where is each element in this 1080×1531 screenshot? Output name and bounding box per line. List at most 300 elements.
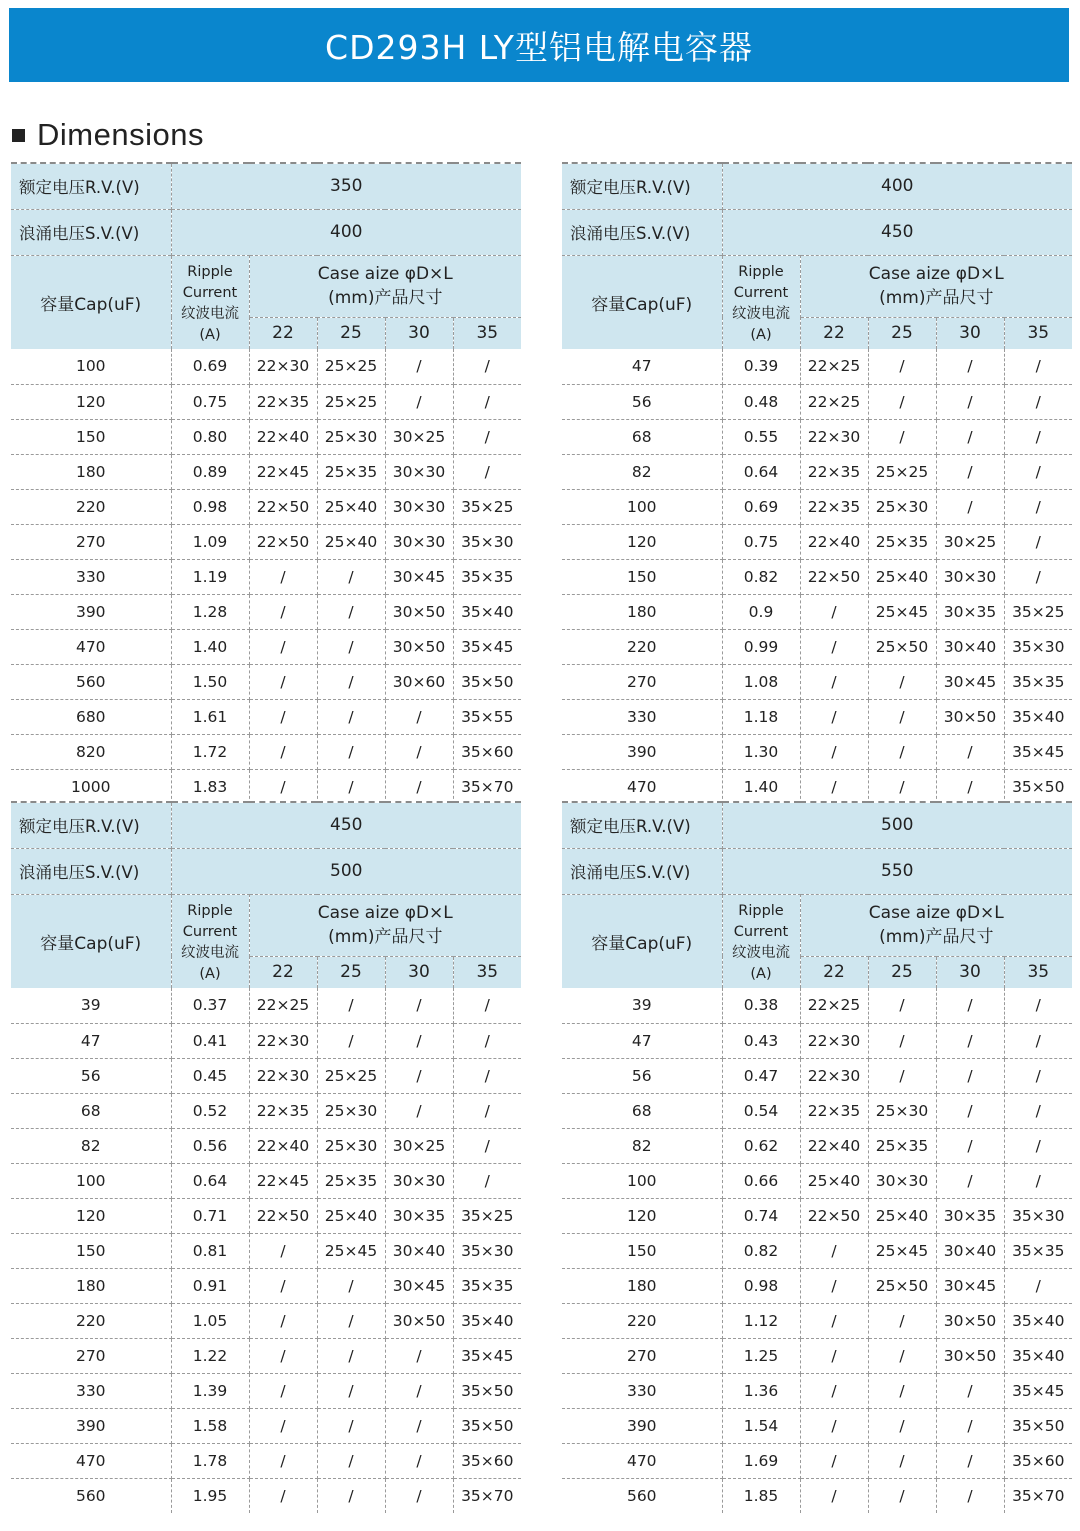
table-row xyxy=(562,349,1072,384)
table-row xyxy=(11,1023,521,1058)
table-row xyxy=(11,629,521,664)
table-row xyxy=(11,524,521,559)
capacitance-cell: 330 xyxy=(11,559,171,594)
case-size-cell: / xyxy=(1004,384,1072,419)
table-row xyxy=(11,454,521,489)
case-size-cell: 30×30 xyxy=(385,524,453,559)
ripple-cell: 0.64 xyxy=(722,454,800,489)
table-row xyxy=(11,1338,521,1373)
ripple-cell: 0.91 xyxy=(171,1268,249,1303)
case-size-cell: / xyxy=(385,1058,453,1093)
diameter-header: 25 xyxy=(317,317,385,349)
case-size-cell: / xyxy=(936,1163,1004,1198)
table-row xyxy=(11,1443,521,1478)
diameter-header: 30 xyxy=(385,317,453,349)
table-row xyxy=(562,699,1072,734)
case-size-cell: / xyxy=(317,1478,385,1513)
case-size-cell: 35×70 xyxy=(461,1486,514,1505)
table-row xyxy=(562,1128,1072,1163)
table-row xyxy=(11,699,521,734)
diameter-header: 35 xyxy=(1004,317,1072,349)
ripple-cell: 1.50 xyxy=(171,664,249,699)
table-row xyxy=(562,524,1072,559)
case-size-cell: / xyxy=(800,1303,868,1338)
case-size-cell: 22×25 xyxy=(249,988,317,1023)
case-size-cell: / xyxy=(249,1268,317,1303)
case-size-cell: 22×30 xyxy=(800,419,868,454)
table-row xyxy=(562,384,1072,419)
capacitance-cell: 56 xyxy=(11,1058,171,1093)
case-size-cell: / xyxy=(385,1478,453,1513)
capacitance-cell: 56 xyxy=(562,384,722,419)
capacitance-cell: 270 xyxy=(562,664,722,699)
case-size-cell: 25×25 xyxy=(317,349,385,384)
ripple-current-header xyxy=(722,894,800,988)
ripple-cell: 0.89 xyxy=(171,454,249,489)
case-size-cell: / xyxy=(453,1128,521,1163)
case-size-cell: / xyxy=(868,699,936,734)
case-size-cell: / xyxy=(936,1373,1004,1408)
case-size-cell: / xyxy=(936,1408,1004,1443)
case-size-cell: 35×40 xyxy=(453,594,521,629)
ripple-cell: 0.71 xyxy=(171,1198,249,1233)
capacitance-cell: 220 xyxy=(562,629,722,664)
ripple-cell: 0.39 xyxy=(722,349,800,384)
capacitance-cell: 39 xyxy=(562,988,722,1023)
case-size-cell: 25×40 xyxy=(800,1163,868,1198)
case-size-cell: / xyxy=(936,734,1004,769)
case-size-cell: 25×30 xyxy=(868,489,936,524)
case-size-cell: 35×60 xyxy=(1004,1443,1072,1478)
capacitance-cell: 82 xyxy=(562,454,722,489)
case-size-cell: / xyxy=(385,1408,453,1443)
ripple-header-line: (A) xyxy=(750,966,772,983)
surge-voltage-value: 400 xyxy=(171,209,521,255)
case-size-cell: 22×35 xyxy=(800,489,868,524)
case-size-cell: 35×30 xyxy=(1004,1198,1072,1233)
case-size-cell: 35×60 xyxy=(453,1443,521,1478)
table-row xyxy=(562,769,1072,804)
case-size-cell: 35×50 xyxy=(453,664,521,699)
case-size-cell: / xyxy=(317,1023,385,1058)
capacitance-cell: 68 xyxy=(11,1093,171,1128)
case-size-cell: / xyxy=(800,1338,868,1373)
case-size-cell: / xyxy=(453,1023,521,1058)
ripple-cell: 1.58 xyxy=(171,1408,249,1443)
rated-voltage-label: 额定电压R.V.(V) xyxy=(11,163,171,209)
table-row xyxy=(11,1233,521,1268)
case-size-cell: 35×45 xyxy=(453,1338,521,1373)
case-size-cell: / xyxy=(1004,349,1072,384)
case-size-cell: 30×25 xyxy=(936,524,1004,559)
case-size-cell: / xyxy=(936,419,1004,454)
table-row xyxy=(562,1443,1072,1478)
case-size-cell: 30×25 xyxy=(385,1128,453,1163)
column-header-row xyxy=(562,894,1072,956)
capacitance-cell: 220 xyxy=(11,489,171,524)
case-size-header-line: Case aize φD×L xyxy=(868,903,1004,923)
table-row xyxy=(11,1408,521,1443)
case-size-cell: 30×50 xyxy=(936,1303,1004,1338)
diameter-header: 25 xyxy=(868,317,936,349)
diameter-header: 30 xyxy=(936,317,1004,349)
ripple-cell: 1.25 xyxy=(722,1338,800,1373)
case-size-cell: 30×30 xyxy=(385,454,453,489)
ripple-cell: 0.37 xyxy=(171,988,249,1023)
table-row xyxy=(562,664,1072,699)
case-size-cell: / xyxy=(385,384,453,419)
table-row xyxy=(562,419,1072,454)
capacitance-cell: 180 xyxy=(11,454,171,489)
capacitance-header: 容量Cap(uF) xyxy=(562,255,722,349)
case-size-cell: / xyxy=(453,454,521,489)
case-size-cell: 30×50 xyxy=(936,1338,1004,1373)
case-size-cell: 22×45 xyxy=(249,454,317,489)
ripple-cell: 0.80 xyxy=(171,419,249,454)
table-row xyxy=(562,559,1072,594)
case-size-cell: 25×30 xyxy=(317,1093,385,1128)
case-size-cell: 35×50 xyxy=(1012,777,1065,796)
table-row xyxy=(11,419,521,454)
capacitance-cell: 120 xyxy=(11,1198,171,1233)
case-size-cell: 25×50 xyxy=(868,629,936,664)
case-size-cell: / xyxy=(868,1443,936,1478)
case-size-cell: / xyxy=(1004,559,1072,594)
case-size-cell: / xyxy=(317,594,385,629)
case-size-cell: 22×25 xyxy=(800,349,868,384)
case-size-header-line: (mm)产品尺寸 xyxy=(879,927,994,947)
capacitance-cell: 470 xyxy=(562,769,722,804)
ripple-cell: 1.72 xyxy=(171,734,249,769)
case-size-cell: / xyxy=(453,1058,521,1093)
ripple-cell: 1.12 xyxy=(722,1303,800,1338)
table-row xyxy=(11,559,521,594)
capacitance-cell: 100 xyxy=(11,1163,171,1198)
case-size-cell: 22×30 xyxy=(800,1023,868,1058)
case-size-cell: 22×40 xyxy=(800,1128,868,1163)
ripple-cell: 0.75 xyxy=(722,524,800,559)
capacitance-cell: 56 xyxy=(562,1058,722,1093)
capacitance-cell: 820 xyxy=(11,734,171,769)
case-size-cell: / xyxy=(800,629,868,664)
case-size-cell: 25×40 xyxy=(317,1198,385,1233)
case-size-cell: / xyxy=(249,559,317,594)
ripple-cell: 0.75 xyxy=(171,384,249,419)
case-size-cell: / xyxy=(868,1408,936,1443)
ripple-cell: 1.19 xyxy=(171,559,249,594)
ripple-header-line: (A) xyxy=(199,966,221,983)
case-size-cell: / xyxy=(453,349,521,384)
case-size-cell: 35×45 xyxy=(1004,734,1072,769)
case-size-cell: 30×40 xyxy=(936,629,1004,664)
case-size-cell: 25×25 xyxy=(317,1058,385,1093)
capacitance-cell: 330 xyxy=(562,699,722,734)
diameter-header: 35 xyxy=(1004,956,1072,988)
table-row xyxy=(11,1373,521,1408)
ripple-current-header xyxy=(171,255,249,349)
case-size-cell: 30×50 xyxy=(385,1303,453,1338)
case-size-cell: 25×45 xyxy=(868,594,936,629)
case-size-cell: 35×40 xyxy=(1004,699,1072,734)
table-row xyxy=(11,1093,521,1128)
case-size-cell: 35×50 xyxy=(1004,1408,1072,1443)
case-size-cell: / xyxy=(868,769,936,804)
case-size-cell: 30×50 xyxy=(385,629,453,664)
ripple-cell: 0.54 xyxy=(722,1093,800,1128)
case-size-cell: / xyxy=(385,349,453,384)
case-size-cell: 22×30 xyxy=(249,1058,317,1093)
case-size-cell: / xyxy=(249,664,317,699)
capacitance-cell: 390 xyxy=(562,1408,722,1443)
table-row xyxy=(11,384,521,419)
surge-voltage-value: 450 xyxy=(722,209,1072,255)
diameter-header: 22 xyxy=(249,317,317,349)
case-size-cell: / xyxy=(317,1373,385,1408)
diameter-header: 22 xyxy=(800,317,868,349)
case-size-cell: 30×30 xyxy=(385,489,453,524)
ripple-cell: 0.55 xyxy=(722,419,800,454)
case-size-cell: / xyxy=(936,349,1004,384)
case-size-cell: / xyxy=(317,734,385,769)
capacitance-cell: 270 xyxy=(562,1338,722,1373)
capacitance-cell: 390 xyxy=(11,1408,171,1443)
case-size-cell: / xyxy=(868,419,936,454)
ripple-cell: 0.62 xyxy=(722,1128,800,1163)
case-size-cell: / xyxy=(936,1093,1004,1128)
case-size-cell: 25×25 xyxy=(317,384,385,419)
capacitance-header: 容量Cap(uF) xyxy=(11,255,171,349)
ripple-header-line: Ripple xyxy=(738,903,784,920)
ripple-cell: 1.40 xyxy=(722,769,800,804)
ripple-cell: 1.08 xyxy=(722,664,800,699)
case-size-cell: / xyxy=(249,1303,317,1338)
case-size-header-line: Case aize φD×L xyxy=(317,903,453,923)
ripple-header-line: Current xyxy=(182,924,238,941)
case-size-header-line: (mm)产品尺寸 xyxy=(328,927,443,947)
diameter-header: 35 xyxy=(453,956,521,988)
capacitance-cell: 180 xyxy=(11,1268,171,1303)
case-size-cell: / xyxy=(868,988,936,1023)
case-size-cell: / xyxy=(249,699,317,734)
spec-table-400v xyxy=(562,162,1072,804)
ripple-cell: 1.05 xyxy=(171,1303,249,1338)
case-size-cell: / xyxy=(936,1443,1004,1478)
capacitance-header: 容量Cap(uF) xyxy=(562,894,722,988)
table-row xyxy=(562,988,1072,1023)
ripple-cell: 1.40 xyxy=(171,629,249,664)
ripple-cell: 0.64 xyxy=(171,1163,249,1198)
case-size-cell: 35×35 xyxy=(1004,1233,1072,1268)
case-size-cell: 30×40 xyxy=(385,1233,453,1268)
table-row xyxy=(11,1128,521,1163)
case-size-cell: 35×30 xyxy=(1004,629,1072,664)
case-size-header xyxy=(800,255,1072,317)
case-size-cell: / xyxy=(317,1408,385,1443)
title-banner xyxy=(9,8,1069,82)
table-row xyxy=(11,1303,521,1338)
case-size-cell: 30×45 xyxy=(385,1268,453,1303)
ripple-cell: 1.61 xyxy=(171,699,249,734)
case-size-cell: / xyxy=(1004,1093,1072,1128)
ripple-header-line: 纹波电流 xyxy=(181,945,239,962)
rated-voltage-row xyxy=(562,163,1072,209)
table-row xyxy=(562,1023,1072,1058)
table-row xyxy=(562,1338,1072,1373)
case-size-cell: 25×40 xyxy=(317,524,385,559)
capacitance-cell: 270 xyxy=(11,1338,171,1373)
diameter-header: 25 xyxy=(317,956,385,988)
case-size-cell: 35×60 xyxy=(453,734,521,769)
case-size-cell: / xyxy=(249,1478,317,1513)
table-row xyxy=(562,1233,1072,1268)
ripple-cell: 0.9 xyxy=(722,594,800,629)
surge-voltage-row xyxy=(11,209,521,255)
case-size-cell: / xyxy=(1004,1128,1072,1163)
case-size-cell: 25×25 xyxy=(868,454,936,489)
ripple-header-line: Ripple xyxy=(738,264,784,281)
case-size-cell: 25×30 xyxy=(317,1128,385,1163)
case-size-cell: / xyxy=(1004,1163,1072,1198)
case-size-cell: 30×45 xyxy=(385,559,453,594)
table-row xyxy=(562,454,1072,489)
ripple-header-line: (A) xyxy=(199,327,221,344)
ripple-cell: 0.81 xyxy=(171,1233,249,1268)
case-size-cell: / xyxy=(1004,988,1072,1023)
case-size-cell: / xyxy=(385,1023,453,1058)
case-size-cell: 25×40 xyxy=(317,489,385,524)
ripple-header-line: Ripple xyxy=(187,264,233,281)
table-row xyxy=(11,1058,521,1093)
diameter-header: 30 xyxy=(936,956,1004,988)
capacitance-cell: 390 xyxy=(562,734,722,769)
case-size-cell: 22×25 xyxy=(800,988,868,1023)
capacitance-cell: 1000 xyxy=(11,769,171,804)
case-size-cell: / xyxy=(868,349,936,384)
table-row xyxy=(562,1408,1072,1443)
case-size-cell: 30×30 xyxy=(868,1163,936,1198)
case-size-cell: 30×30 xyxy=(936,559,1004,594)
case-size-cell: 22×50 xyxy=(249,1198,317,1233)
case-size-cell: 35×35 xyxy=(453,559,521,594)
table-row xyxy=(562,489,1072,524)
capacitance-cell: 100 xyxy=(562,489,722,524)
case-size-cell: / xyxy=(1004,1058,1072,1093)
capacitance-cell: 120 xyxy=(562,1198,722,1233)
case-size-cell: / xyxy=(1004,454,1072,489)
case-size-cell: / xyxy=(1004,419,1072,454)
ripple-cell: 1.36 xyxy=(722,1373,800,1408)
case-size-cell: / xyxy=(800,1373,868,1408)
table-row xyxy=(562,629,1072,664)
capacitance-cell: 330 xyxy=(11,1373,171,1408)
section-heading xyxy=(12,116,204,154)
ripple-cell: 1.78 xyxy=(171,1443,249,1478)
case-size-cell: / xyxy=(385,734,453,769)
rated-voltage-label: 额定电压R.V.(V) xyxy=(11,802,171,848)
table-row xyxy=(562,1373,1072,1408)
case-size-header-line: Case aize φD×L xyxy=(868,264,1004,284)
rated-voltage-value: 350 xyxy=(171,163,521,209)
ripple-cell: 0.82 xyxy=(722,559,800,594)
case-size-cell: 22×50 xyxy=(800,559,868,594)
spec-table-500v xyxy=(562,801,1072,1513)
case-size-cell: 35×25 xyxy=(453,489,521,524)
case-size-cell: 35×25 xyxy=(453,1198,521,1233)
ripple-cell: 1.22 xyxy=(171,1338,249,1373)
surge-voltage-value: 500 xyxy=(171,848,521,894)
ripple-cell: 0.52 xyxy=(171,1093,249,1128)
case-size-cell: 25×35 xyxy=(868,1128,936,1163)
case-size-cell: / xyxy=(317,988,385,1023)
case-size-cell: / xyxy=(317,699,385,734)
surge-voltage-label: 浪涌电压S.V.(V) xyxy=(11,848,171,894)
table-row xyxy=(562,1268,1072,1303)
case-size-cell: / xyxy=(868,1303,936,1338)
rated-voltage-label: 额定电压R.V.(V) xyxy=(562,802,722,848)
case-size-cell: / xyxy=(868,734,936,769)
table-row xyxy=(562,1093,1072,1128)
case-size-header-line: Case aize φD×L xyxy=(317,264,453,284)
case-size-cell: / xyxy=(317,1338,385,1373)
capacitance-cell: 47 xyxy=(562,1023,722,1058)
rated-voltage-value: 500 xyxy=(722,802,1072,848)
case-size-cell: 35×70 xyxy=(461,777,514,796)
ripple-cell: 1.95 xyxy=(171,1478,249,1513)
case-size-cell: / xyxy=(317,559,385,594)
spec-table-450v xyxy=(11,801,521,1513)
rated-voltage-label: 额定电压R.V.(V) xyxy=(562,163,722,209)
table-row xyxy=(11,988,521,1023)
rated-voltage-value: 400 xyxy=(722,163,1072,209)
ripple-cell: 0.82 xyxy=(722,1233,800,1268)
case-size-cell: / xyxy=(800,1268,868,1303)
case-size-cell: 35×35 xyxy=(1004,664,1072,699)
capacitance-cell: 680 xyxy=(11,699,171,734)
spec-table-350v xyxy=(11,162,521,804)
ripple-cell: 0.69 xyxy=(722,489,800,524)
case-size-cell: / xyxy=(800,1443,868,1478)
case-size-cell: 22×50 xyxy=(249,524,317,559)
diameter-header: 35 xyxy=(453,317,521,349)
case-size-cell: 30×25 xyxy=(385,419,453,454)
case-size-cell: / xyxy=(385,1093,453,1128)
case-size-cell: / xyxy=(385,699,453,734)
page-title: CD293H LY型铝电解电容器 xyxy=(325,27,753,67)
case-size-cell: / xyxy=(868,384,936,419)
case-size-cell: 22×45 xyxy=(249,1163,317,1198)
case-size-cell: 22×40 xyxy=(800,524,868,559)
capacitance-cell: 180 xyxy=(562,594,722,629)
table-row xyxy=(11,1478,521,1513)
surge-voltage-value: 550 xyxy=(722,848,1072,894)
case-size-cell: / xyxy=(1004,489,1072,524)
ripple-cell: 1.18 xyxy=(722,699,800,734)
case-size-cell: / xyxy=(317,1303,385,1338)
capacitance-cell: 330 xyxy=(562,1373,722,1408)
case-size-cell: / xyxy=(936,1128,1004,1163)
capacitance-cell: 180 xyxy=(562,1268,722,1303)
ripple-header-line: (A) xyxy=(750,327,772,344)
case-size-cell: 35×45 xyxy=(453,629,521,664)
ripple-cell: 1.83 xyxy=(171,769,249,804)
capacitance-header: 容量Cap(uF) xyxy=(11,894,171,988)
case-size-cell: 30×60 xyxy=(385,664,453,699)
case-size-cell: / xyxy=(868,1338,936,1373)
case-size-cell: / xyxy=(385,1373,453,1408)
case-size-cell: 22×50 xyxy=(800,1198,868,1233)
case-size-cell: 25×50 xyxy=(868,1268,936,1303)
table-row xyxy=(11,1268,521,1303)
